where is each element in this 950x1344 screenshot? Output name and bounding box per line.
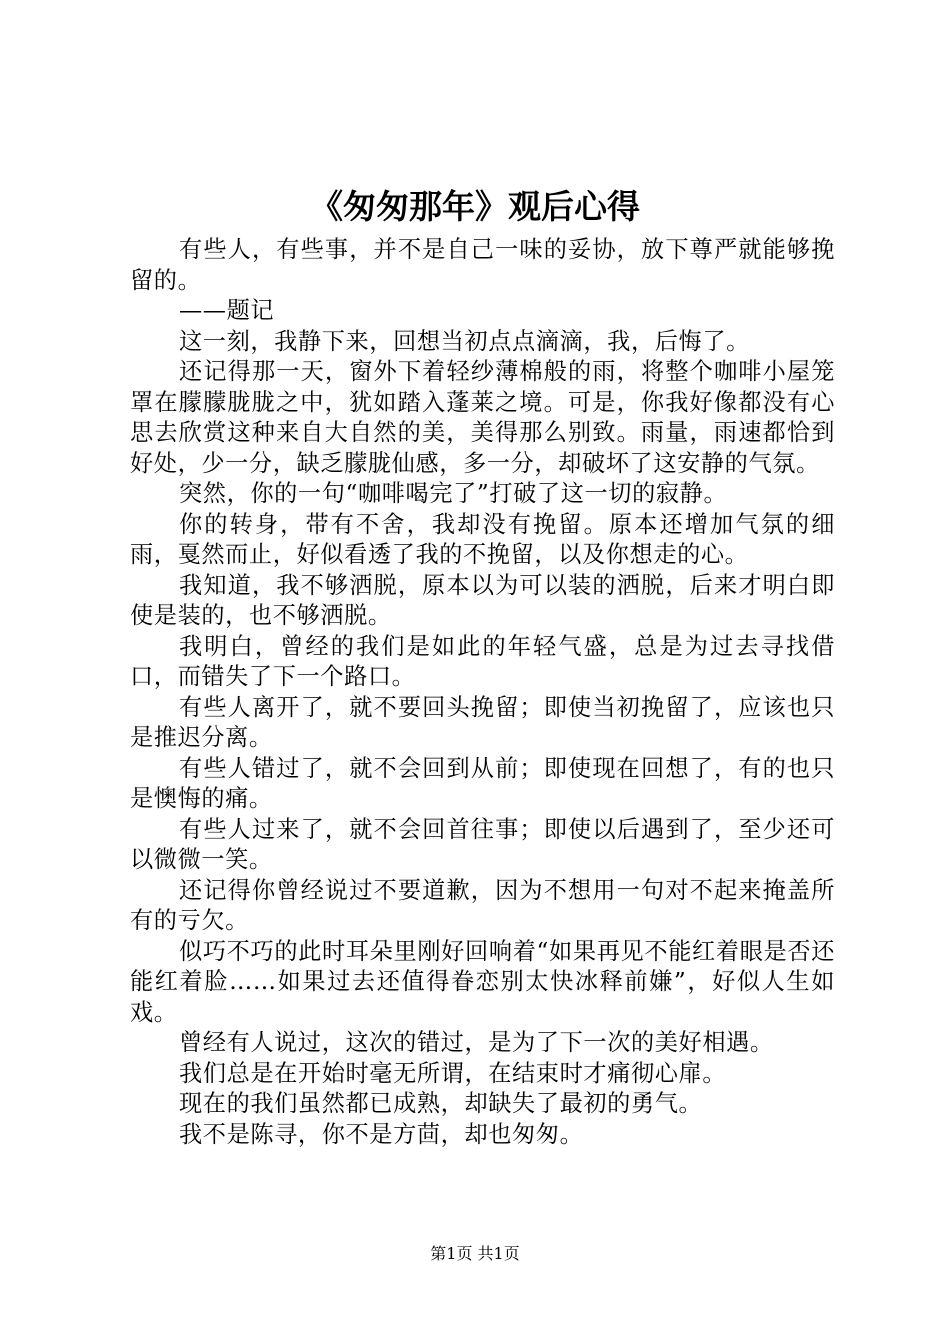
paragraph: 有些人过来了，就不会回首往事；即使以后遇到了，至少还可以微微一笑。: [130, 815, 835, 873]
paragraph: 我明白，曾经的我们是如此的年轻气盛，总是为过去寻找借口，而错失了下一个路口。: [130, 632, 835, 690]
paragraph: 我们总是在开始时毫无所谓，在结束时才痛彻心扉。: [179, 1059, 727, 1087]
paragraph: 有些人，有些事，并不是自己一味的妥协，放下尊严就能够挽留的。: [130, 236, 835, 294]
paragraph: 曾经有人说过，这次的错过，是为了下一次的美好相遇。: [179, 1029, 774, 1056]
paragraph: 现在的我们虽然都已成熟，却缺失了最初的勇气。: [179, 1090, 703, 1117]
paragraph: 我知道，我不够洒脱，原本以为可以装的洒脱，后来才明白即使是装的，也不够洒脱。: [130, 571, 835, 629]
paragraph: 有些人离开了，就不要回头挽留；即使当初挽留了，应该也只是推迟分离。: [130, 693, 835, 751]
paragraph: 突然，你的一句“咖啡喝完了”打破了这一切的寂静。: [179, 480, 728, 507]
paragraph: 这一刻，我静下来，回想当初点点滴滴，我，后悔了。: [179, 327, 750, 355]
paragraph: 似巧不巧的此时耳朵里刚好回响着“如果再见不能红着眼是否还能红着脸……如果过去还值得眷恋别太快冰释前嫌”，好似人生如戏。: [130, 937, 835, 1026]
epigraph-attribution: ——题记: [179, 297, 275, 324]
page-footer: 第1页 共1页: [430, 1244, 520, 1263]
document-body: [130, 235, 835, 1150]
paragraph: 我不是陈寻，你不是方茴，却也匆匆。: [179, 1120, 584, 1148]
paragraph: 有些人错过了，就不会回到从前；即使现在回想了，有的也只是懊悔的痛。: [130, 754, 835, 812]
paragraph: 你的转身，带有不舍，我却没有挽留。原本还增加气氛的细雨，戛然而止，好似看透了我的不挽留，以及你想走的心。: [130, 510, 835, 568]
paragraph: 还记得那一天，窗外下着轻纱薄棉般的雨，将整个咖啡小屋笼罩在朦朦胧胧之中，犹如踏入蓬莱之境。可是，你我好像都没有心思去欣赏这种来自大自然的美，美得那么别致。雨量，雨速都恰到好处，少一分，缺乏朦胧仙感，多一分，却破坏了这安静的气氛。: [130, 358, 835, 477]
document-title: 《匆匆那年》观后心得: [310, 187, 640, 226]
paragraph: 还记得你曾经说过不要道歉，因为不想用一句对不起来掩盖所有的亏欠。: [130, 876, 835, 934]
